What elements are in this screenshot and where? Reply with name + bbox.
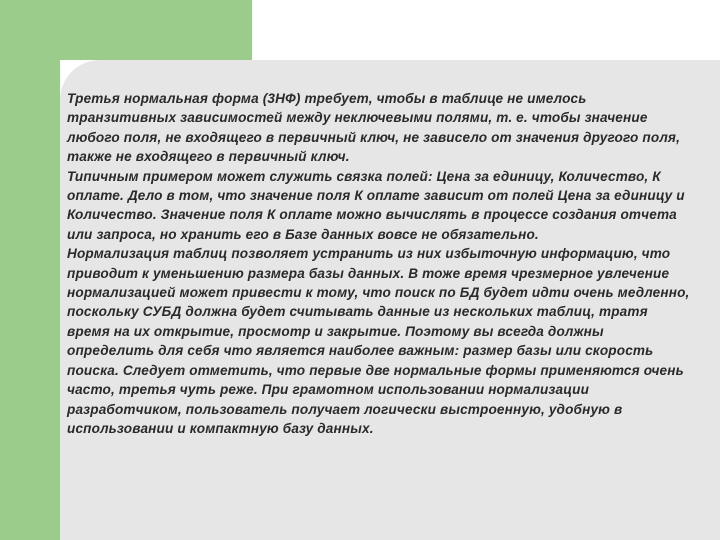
slide-body-text (67, 89, 692, 438)
paragraph-example: Типичным примером может служить связка полей: Цена за единицу, Количество, К оплате. Дело в том, что значение поля К оплате зависит от полей Цена за единицу и Количество. Значение поля К оплате можно вычислять в процессе создания отчета или запроса, но хранить его в Базе данных вовсе не обязательно. (67, 168, 685, 242)
paragraph-normalization-tradeoffs: Нормализация таблиц позволяет устранить из них избыточную информацию, что приводит к уменьшению размера базы данных. В тоже время чрезмерное увлечение нормализацией может привести к тому, что поиск по БД будет идти очень медленно, поскольку СУБД должна будет считывать данные из нескольких таблиц, тратя время на их открытие, просмотр и закрытие. Поэтому вы всегда должны определить для себя что является наиболее важным: размер базы или скорость поиска. Следует отметить, что первые две нормальные формы применяются очень часто, третья чуть реже. При грамотном использовании нормализации разработчиком, пользователь получает логически выстроенную, удобную в использовании и компактную базу данных. (67, 246, 690, 436)
paragraph-3nf-definition: Третья нормальная форма (3НФ) требует, чтобы в таблице не имелось транзитивных зависимостей между неключевыми полями, т. е. чтобы значение любого поля, не входящего в первичный ключ, не зависело от значения другого поля, также не входящего в первичный ключ. (67, 91, 681, 165)
decorative-left-bar (0, 0, 60, 540)
